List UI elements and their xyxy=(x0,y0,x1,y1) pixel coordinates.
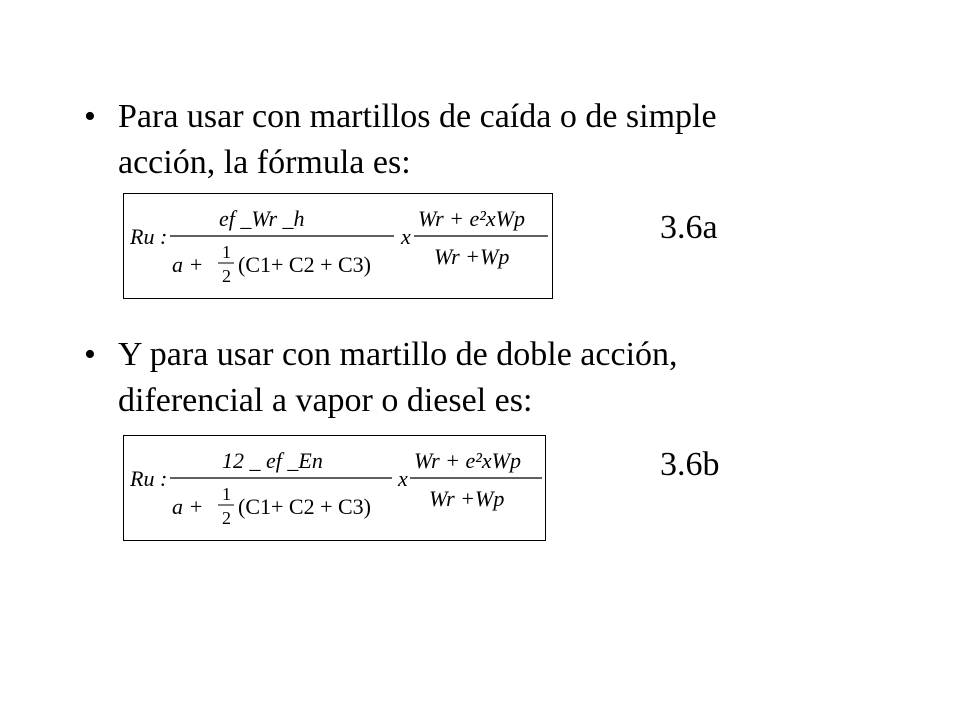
eq1-half-num: 1 xyxy=(222,242,231,262)
eq2-den-a: a + xyxy=(172,494,204,519)
bullet1-line2: acción, la fórmula es: xyxy=(118,144,411,181)
eq1-half-den: 2 xyxy=(222,266,231,286)
eq1-times: x xyxy=(401,224,411,249)
bullet1-line1: Para usar con martillos de caída o de simple xyxy=(118,98,717,135)
equation-3-6a xyxy=(123,193,553,299)
eq1-lhs: Ru : xyxy=(130,224,168,249)
eq2-frac2-den: Wr +Wp xyxy=(429,486,505,511)
eq1-den-a: a + xyxy=(172,252,204,277)
bullet-marker: • xyxy=(84,336,96,373)
eq1-frac2-den: Wr +Wp xyxy=(434,244,510,269)
eq1-frac2-num: Wr + e²xWp xyxy=(418,206,525,231)
equation-label-3-6a: 3.6a xyxy=(660,209,718,246)
bullet2-line2: diferencial a vapor o diesel es: xyxy=(118,382,533,419)
eq1-numerator: ef _Wr _h xyxy=(219,206,305,231)
eq2-den-paren: (C1+ C2 + C3) xyxy=(238,494,371,519)
equation-label-3-6b: 3.6b xyxy=(660,446,720,483)
eq2-numerator: 12 _ ef _En xyxy=(222,448,323,473)
eq2-half-den: 2 xyxy=(222,508,231,528)
eq1-den-paren: (C1+ C2 + C3) xyxy=(238,252,371,277)
bullet2-line1: Y para usar con martillo de doble acción, xyxy=(118,336,678,373)
equation-3-6b xyxy=(123,435,546,541)
eq2-frac2-num: Wr + e²xWp xyxy=(414,448,521,473)
eq2-half-num: 1 xyxy=(222,484,231,504)
eq2-times: x xyxy=(398,466,408,491)
eq2-lhs: Ru : xyxy=(130,466,168,491)
bullet-marker: • xyxy=(84,98,96,135)
